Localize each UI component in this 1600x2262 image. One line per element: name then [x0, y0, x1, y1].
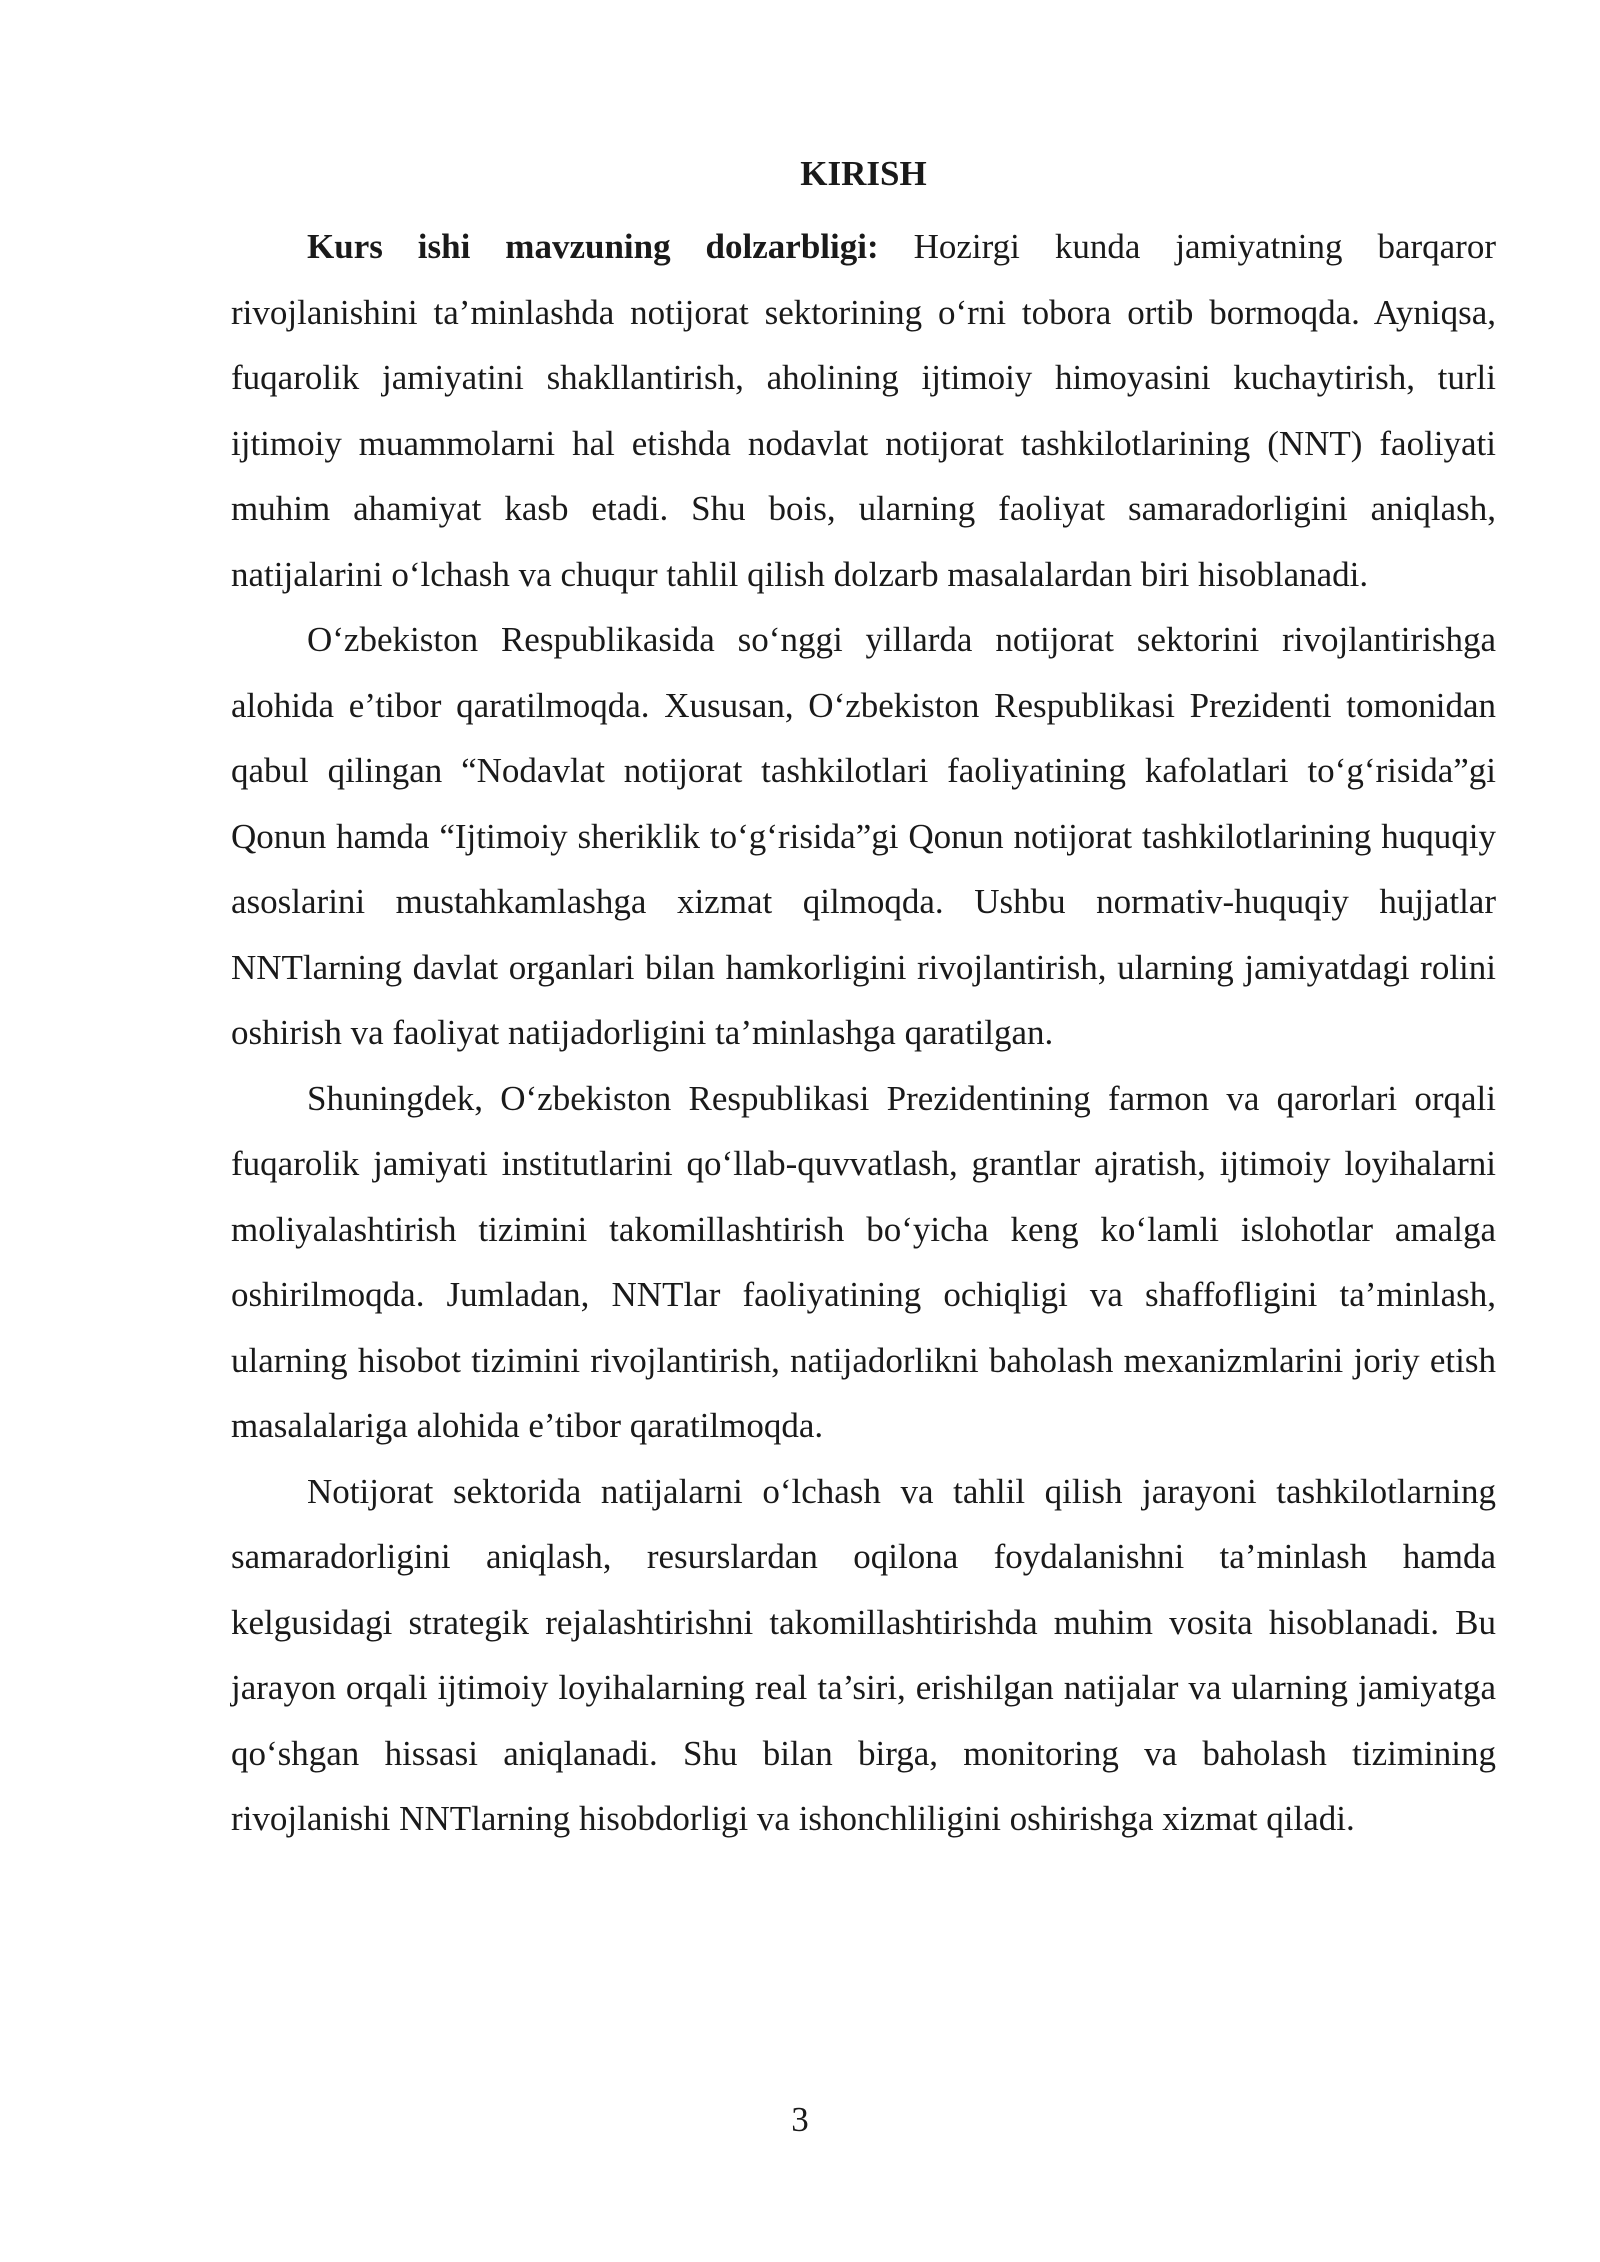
paragraph-relevance: [231, 214, 1496, 607]
page-body: [231, 148, 1496, 1852]
section-heading: KIRISH: [800, 154, 927, 193]
paragraph-legal-basis: O‘zbekiston Respublikasida so‘nggi yillarda notijorat sektorini rivojlantirishga alohida e’tibor qaratilmoqda. Xususan, O‘zbekiston Respublikasi Prezidenti tomonidan qabul qilingan “Nodavlat notijorat tashkilotlari faoliyatining kafolatlari to‘g‘risida”gi Qonun hamda “Ijtimoiy sheriklik to‘g‘risida”gi Qonun notijorat tashkilotlarining huquqiy asoslarini mustahkamlashga xizmat qilmoqda. Ushbu normativ-huquqiy hujjatlar NNTlarning davlat organlari bilan hamkorligini rivojlantirish, ularning jamiyatdagi rolini oshirish va faoliyat natijadorligini ta’minlashga qaratilgan.: [231, 620, 1496, 1052]
paragraph-reforms: Shuningdek, O‘zbekiston Respublikasi Prezidentining farmon va qarorlari orqali fuqarolik jamiyati institutlarini qo‘llab-quvvatlash, grantlar ajratish, ijtimoiy loyihalarni moliyalashtirish tizimini takomillashtirish bo‘yicha keng ko‘lamli islohotlar amalga oshirilmoqda. Jumladan, NNTlar faoliyatining ochiqligi va shaffofligini ta’minlash, ularning hisobot tizimini rivojlantirish, natijadorlikni baholash mexanizmlarini joriy etish masalalariga alohida e’tibor qaratilmoqda.: [231, 1078, 1496, 1445]
paragraph-measurement: Notijorat sektorida natijalarni o‘lchash va tahlil qilish jarayoni tashkilotlarning samaradorligini aniqlash, resurslardan oqilona foydalanishni ta’minlash hamda kelgusidagi strategik rejalashtirishni takomillashtirishda muhim vosita hisoblanadi. Bu jarayon orqali ijtimoiy loyihalarning real ta’siri, erishilgan natijalar va ularning jamiyatga qo‘shgan hissasi aniqlanadi. Shu bilan birga, monitoring va baholash tizimining rivojlanishi NNTlarning hisobdorligi va ishonchliligini oshirishga xizmat qiladi.: [231, 1471, 1496, 1838]
paragraph-text: Hozirgi kunda jamiyatning barqaror rivojlanishini ta’minlashda notijorat sektorining o‘rni tobora ortib bormoqda. Ayniqsa, fuqarolik jamiyatini shakllantirish, aholining ijtimoiy himoyasini kuchaytirish, turli ijtimoiy muammolarni hal etishda nodavlat notijorat tashkilotlarining (NNT) faoliyati muhim ahamiyat kasb etadi. Shu bois, ularning faoliyat samaradorligini aniqlash, natijalarini o‘lchash va chuqur tahlil qilish dolzarb masalalardan biri hisoblanadi.: [231, 227, 1496, 594]
page-number: 3: [791, 2100, 809, 2139]
paragraph-lead: Kurs ishi mavzuning dolzarbligi:: [307, 227, 879, 266]
